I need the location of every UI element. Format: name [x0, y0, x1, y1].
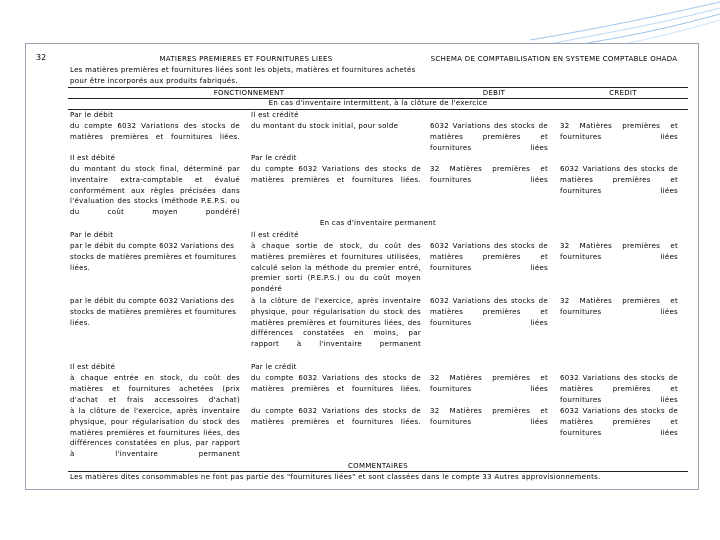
row4-credit: 32 Matières premières et fournitures liées [560, 297, 678, 316]
intro-text: Les matières premières et fournitures liées sont les objets, matières et fournitures achetés pour être incorporés aux produits fabriqués. [70, 66, 416, 85]
row4-left-text: par le débit du compte 6032 Variations des stocks de matières premières et fournitures liées. [70, 297, 237, 327]
row2-mid-text: du compte 6032 Variations des stocks de matières premières et fournitures liées. [251, 165, 421, 184]
row5-mid-head: Par le crédit [251, 363, 297, 371]
header-fonctionnement: FONCTIONNEMENT [213, 89, 285, 97]
row3-mid-head: Il est crédité [251, 231, 299, 239]
row2-mid-head: Par le crédit [251, 154, 297, 162]
comments-title: COMMENTAIRES [347, 462, 409, 470]
schema-title: SCHEMA DE COMPTABILISATION EN SYSTEME COMPTABLE OHADA [430, 55, 678, 63]
section-intermittent: En cas d'inventaire intermittent, à la clôture de l'exercice [268, 99, 488, 107]
row1-mid-head: Il est crédité [251, 111, 299, 119]
row1-debit: 6032 Variations des stocks de matières premières et fournitures liées [430, 122, 548, 152]
row1-left-text: du compte 6032 Variations des stocks de matières premières et fournitures liées. [70, 122, 240, 141]
row4-mid-text: à la clôture de l'exercice, après inventaire physique, pour régularisation du stock des matières premières et fournitures liées, des différences constatées en moins, par rapport à l'inventaire permanent [251, 297, 421, 349]
slide-number: 32 [36, 53, 47, 62]
row6-mid-text: du compte 6032 Variations des stocks de matières premières et fournitures liées. [251, 407, 421, 426]
row5-credit: 6032 Variations des stocks de matières premières et fournitures liées [560, 374, 678, 404]
row5-debit: 32 Matières premières et fournitures liées [430, 374, 548, 393]
row6-left-text: à la clôture de l'exercice, après inventaire physique, pour régularisation du stock des matières premières et fournitures liées, des différences constatées en plus, par rapport à l'inventaire permanent [70, 407, 240, 459]
row2-left-text: du montant du stock final, déterminé par inventaire extra-comptable et évalué conformément aux règles précisées dans l'évaluation des stocks (méthode P.E.P.S. ou du coût moyen pondéré) [70, 165, 240, 217]
row1-left-head: Par le débit [70, 111, 114, 119]
header-credit: CREDIT [609, 89, 637, 97]
row1-mid-text: du montant du stock initial, pour solde [251, 122, 399, 130]
row6-debit: 32 Matières premières et fournitures liées [430, 407, 548, 426]
row3-debit: 6032 Variations des stocks de matières premières et fournitures liées [430, 242, 548, 272]
row5-left-head: Il est débité [70, 363, 116, 371]
row3-left-text: par le débit du compte 6032 Variations des stocks de matières premières et fournitures liées. [70, 242, 237, 272]
row1-credit: 32 Matières premières et fournitures liées [560, 122, 678, 141]
comments-text: Les matières dites consommables ne font pas partie des "fournitures liées" et sont classées dans le compte 33 Autres approvisionnements. [70, 473, 601, 481]
header-debit: DEBIT [482, 89, 506, 97]
row3-mid-text: à chaque sortie de stock, du coût des matières premières et fournitures utilisées, calculé selon la méthode du premier entré, premier sorti (P.E.P.S.) ou du coût moyen pondéré [251, 242, 421, 294]
row5-left-text: à chaque entrée en stock, du coût des matières et fournitures achetées (prix d'achat et frais accessoires d'achat) [70, 374, 240, 404]
row2-credit: 6032 Variations des stocks de matières premières et fournitures liées [560, 165, 678, 195]
section-rule [68, 109, 688, 110]
row5-mid-text: du compte 6032 Variations des stocks de matières premières et fournitures liées. [251, 374, 421, 393]
row2-debit: 32 Matières premières et fournitures liées [430, 165, 548, 184]
row4-debit: 6032 Variations des stocks de matières premières et fournitures liées [430, 297, 548, 327]
row6-credit: 6032 Variations des stocks de matières premières et fournitures liées [560, 407, 678, 437]
page-title: MATIERES PREMIERES ET FOURNITURES LIEES [159, 55, 333, 63]
section-permanent: En cas d'inventaire permanent [319, 219, 437, 227]
row2-left-head: Il est débité [70, 154, 116, 162]
row3-credit: 32 Matières premières et fournitures liées [560, 242, 678, 261]
row3-left-head: Par le débit [70, 231, 114, 239]
